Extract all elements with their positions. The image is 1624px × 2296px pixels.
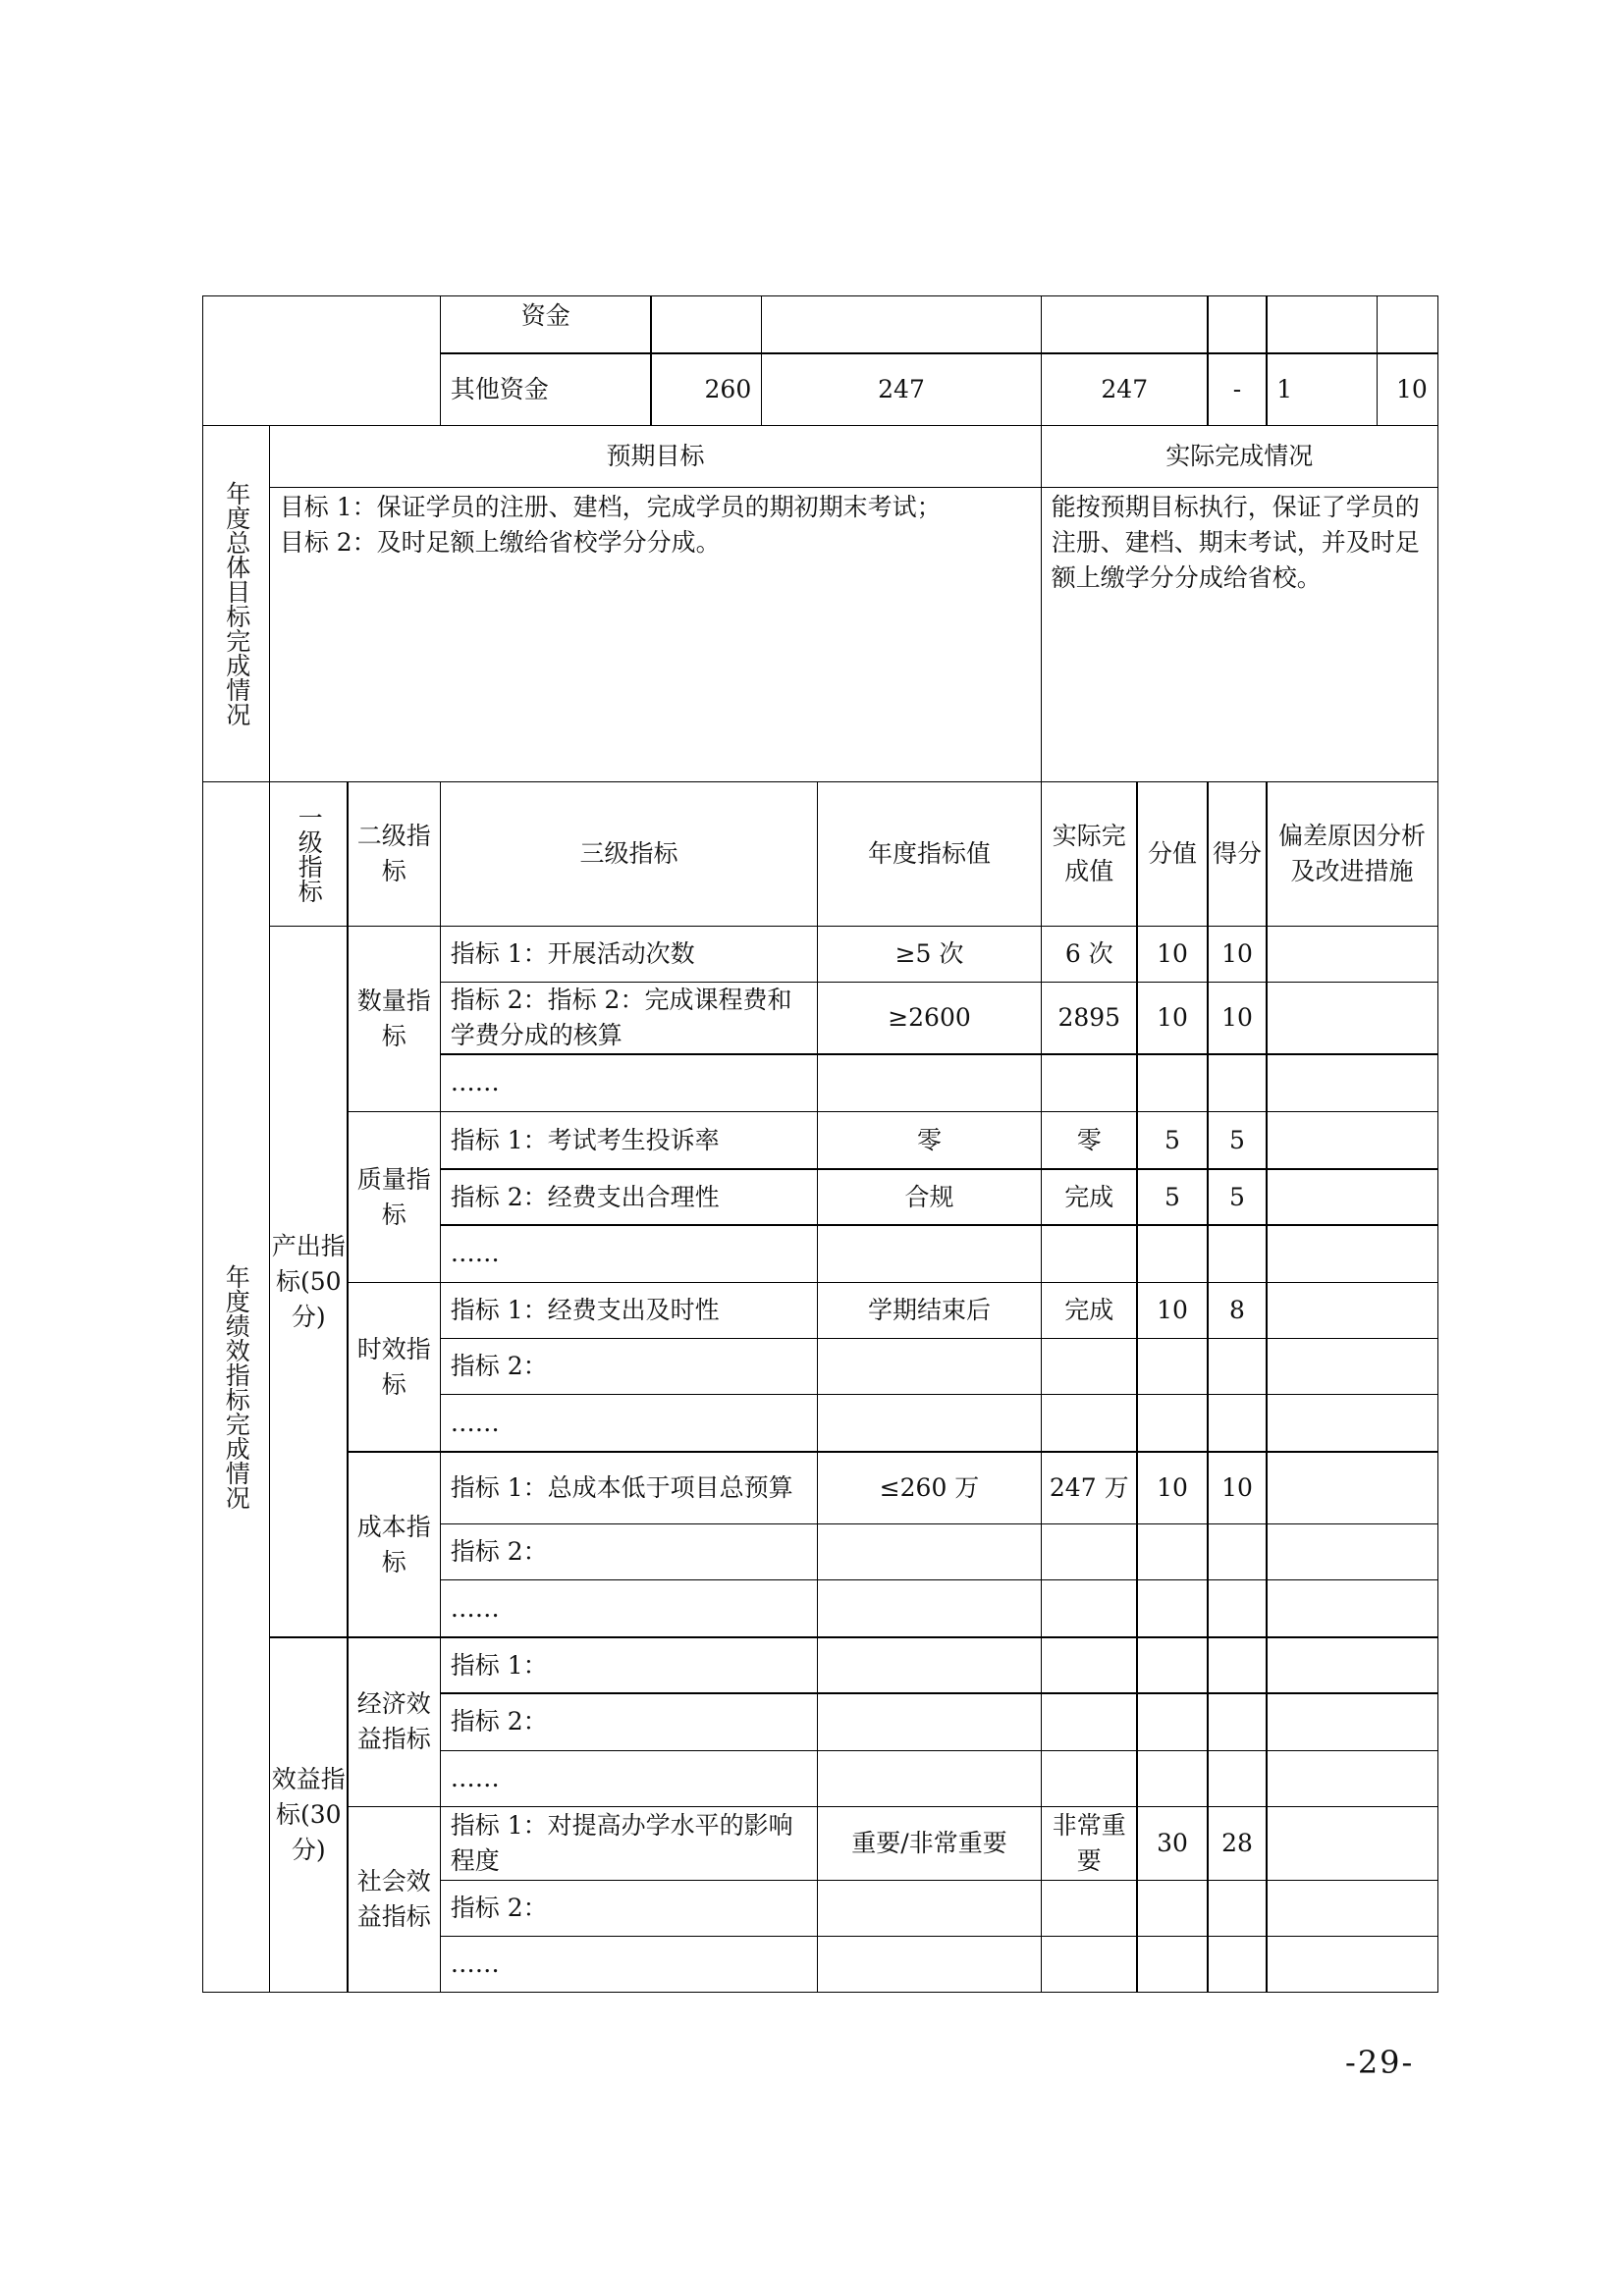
table-cell bbox=[1041, 1936, 1138, 1994]
table-cell: ≤260 万 bbox=[817, 1451, 1043, 1524]
table-cell: 完成 bbox=[1041, 1282, 1138, 1340]
table-cell: ≥2600 bbox=[817, 982, 1043, 1055]
table-cell bbox=[1136, 1394, 1209, 1453]
table-cell bbox=[1207, 1579, 1268, 1638]
table-cell: 5 bbox=[1207, 1111, 1268, 1170]
expected-header: 预期目标 bbox=[269, 425, 1043, 489]
table-cell: 学期结束后 bbox=[817, 1282, 1043, 1340]
table-cell: 10 bbox=[1136, 1282, 1209, 1340]
table-cell bbox=[1136, 1880, 1209, 1938]
table-cell bbox=[1041, 1750, 1138, 1808]
table-cell bbox=[1041, 1338, 1138, 1396]
table-cell bbox=[1207, 1224, 1268, 1283]
table-cell: 5 bbox=[1207, 1168, 1268, 1226]
other-fund-label: 其他资金 bbox=[440, 352, 652, 426]
table-cell bbox=[817, 1338, 1043, 1396]
blank-cell bbox=[761, 295, 1043, 354]
level2-label: 社会效益指标 bbox=[347, 1806, 441, 1994]
blank-cell bbox=[650, 295, 762, 354]
table-cell bbox=[1136, 1692, 1209, 1751]
other-fund-value: 10 bbox=[1377, 352, 1438, 426]
table-cell: …… bbox=[440, 1053, 819, 1112]
table-cell bbox=[1266, 1451, 1438, 1524]
table-cell bbox=[1266, 1692, 1438, 1751]
table-cell bbox=[817, 1579, 1043, 1638]
table-cell bbox=[1266, 1806, 1438, 1882]
table-cell: 零 bbox=[817, 1111, 1043, 1170]
table-cell bbox=[1136, 1338, 1209, 1396]
table-cell: 10 bbox=[1136, 982, 1209, 1055]
table-cell bbox=[1136, 1936, 1209, 1994]
table-cell: 合规 bbox=[817, 1168, 1043, 1226]
actual-text: 能按预期目标执行，保证了学员的注册、建档、期末考试，并及时足额上缴学分分成给省校。 bbox=[1041, 487, 1438, 783]
table-cell bbox=[1266, 1394, 1438, 1453]
column-header: 一级指标 bbox=[269, 781, 349, 928]
table-cell: 指标 2：经费支出合理性 bbox=[440, 1168, 819, 1226]
table-cell bbox=[1266, 1111, 1438, 1170]
table-cell: 10 bbox=[1207, 982, 1268, 1055]
other-fund-value: 1 bbox=[1266, 352, 1378, 426]
blank-cell bbox=[1266, 295, 1378, 354]
table-cell bbox=[1207, 1880, 1268, 1938]
table-cell bbox=[1136, 1750, 1209, 1808]
table-cell bbox=[1041, 1880, 1138, 1938]
table-cell bbox=[1136, 1523, 1209, 1581]
blank-cell bbox=[1207, 295, 1268, 354]
table-cell bbox=[1041, 1579, 1138, 1638]
table-cell bbox=[817, 1636, 1043, 1694]
table-cell: 指标 1：总成本低于项目总预算 bbox=[440, 1451, 819, 1524]
level2-label: 经济效益指标 bbox=[347, 1636, 441, 1807]
table-cell bbox=[1207, 1692, 1268, 1751]
table-cell bbox=[1266, 1750, 1438, 1808]
table-cell: ≥5 次 bbox=[817, 926, 1043, 984]
table-cell: …… bbox=[440, 1579, 819, 1638]
table-cell: …… bbox=[440, 1936, 819, 1994]
expected-text: 目标 1：保证学员的注册、建档，完成学员的期初期末考试； 目标 2：及时足额上缴给省校学分分成。 bbox=[269, 487, 1043, 783]
table-cell bbox=[1207, 1936, 1268, 1994]
table-cell bbox=[817, 1692, 1043, 1751]
level2-label: 数量指标 bbox=[347, 926, 441, 1113]
table-cell: …… bbox=[440, 1224, 819, 1283]
overall-side-label: 年度总体目标完成情况 bbox=[202, 425, 270, 783]
table-cell bbox=[1207, 1338, 1268, 1396]
column-header: 二级指标 bbox=[347, 781, 441, 928]
table-cell bbox=[1266, 982, 1438, 1055]
blank-cell bbox=[202, 295, 441, 427]
table-cell: 指标 2：指标 2：完成课程费和学费分成的核算 bbox=[440, 982, 819, 1055]
table-cell: 指标 2： bbox=[440, 1692, 819, 1751]
level1-output: 产出指标(50分) bbox=[269, 926, 349, 1638]
table-cell: 10 bbox=[1136, 1451, 1209, 1524]
table-cell: 零 bbox=[1041, 1111, 1138, 1170]
table-cell bbox=[817, 1523, 1043, 1581]
table-cell: 10 bbox=[1207, 926, 1268, 984]
column-header: 实际完成值 bbox=[1041, 781, 1138, 928]
table-cell: 30 bbox=[1136, 1806, 1209, 1882]
table-cell bbox=[1207, 1394, 1268, 1453]
table-cell: 指标 2： bbox=[440, 1523, 819, 1581]
table-cell: …… bbox=[440, 1750, 819, 1808]
table-cell: 28 bbox=[1207, 1806, 1268, 1882]
table-cell: 5 bbox=[1136, 1111, 1209, 1170]
table-cell bbox=[1041, 1523, 1138, 1581]
blank-cell bbox=[1377, 295, 1438, 354]
table-cell bbox=[1266, 1523, 1438, 1581]
table-cell: 指标 2： bbox=[440, 1880, 819, 1938]
table-cell bbox=[1136, 1636, 1209, 1694]
table-cell bbox=[1207, 1053, 1268, 1112]
table-cell bbox=[817, 1224, 1043, 1283]
level2-label: 质量指标 bbox=[347, 1111, 441, 1284]
table-cell bbox=[817, 1750, 1043, 1808]
table-cell bbox=[817, 1880, 1043, 1938]
table-cell bbox=[1266, 1579, 1438, 1638]
other-fund-value: 260 bbox=[650, 352, 762, 426]
table-cell: 重要/非常重要 bbox=[817, 1806, 1043, 1882]
table-cell bbox=[1266, 1168, 1438, 1226]
table-cell bbox=[1041, 1224, 1138, 1283]
page-number: -29- bbox=[1345, 2044, 1415, 2081]
column-header: 年度指标值 bbox=[817, 781, 1043, 928]
table-cell: 10 bbox=[1207, 1451, 1268, 1524]
table-cell bbox=[1207, 1636, 1268, 1694]
fund-label: 资金 bbox=[440, 295, 652, 354]
table-cell: 指标 1：开展活动次数 bbox=[440, 926, 819, 984]
table-cell: 8 bbox=[1207, 1282, 1268, 1340]
table-cell bbox=[1266, 1282, 1438, 1340]
table-cell: 5 bbox=[1136, 1168, 1209, 1226]
table-cell bbox=[1041, 1636, 1138, 1694]
table-cell: 10 bbox=[1136, 926, 1209, 984]
table-cell bbox=[1266, 1880, 1438, 1938]
table-cell bbox=[1266, 1936, 1438, 1994]
table-cell bbox=[817, 1936, 1043, 1994]
table-cell bbox=[1136, 1224, 1209, 1283]
level1-benefit: 效益指标(30分) bbox=[269, 1636, 349, 1993]
table-cell bbox=[1136, 1579, 1209, 1638]
table-cell bbox=[817, 1053, 1043, 1112]
table-cell: 2895 bbox=[1041, 982, 1138, 1055]
column-header: 偏差原因分析及改进措施 bbox=[1266, 781, 1438, 928]
table-cell bbox=[1041, 1394, 1138, 1453]
table-cell: 指标 2： bbox=[440, 1338, 819, 1396]
column-header: 分值 bbox=[1136, 781, 1209, 928]
level2-label: 时效指标 bbox=[347, 1282, 441, 1453]
actual-header: 实际完成情况 bbox=[1041, 425, 1438, 489]
table-cell: 非常重要 bbox=[1041, 1806, 1138, 1882]
table-cell: 指标 1：对提高办学水平的影响程度 bbox=[440, 1806, 819, 1882]
table-cell: 完成 bbox=[1041, 1168, 1138, 1226]
table-cell bbox=[1266, 1636, 1438, 1694]
column-header: 得分 bbox=[1207, 781, 1268, 928]
column-header: 三级指标 bbox=[440, 781, 819, 928]
other-fund-value: 247 bbox=[1041, 352, 1209, 426]
table-cell bbox=[1136, 1053, 1209, 1112]
table-cell bbox=[817, 1394, 1043, 1453]
table-cell bbox=[1266, 1224, 1438, 1283]
blank-cell bbox=[1041, 295, 1209, 354]
table-cell: 247 万 bbox=[1041, 1451, 1138, 1524]
other-fund-value: 247 bbox=[761, 352, 1043, 426]
table-cell bbox=[1041, 1053, 1138, 1112]
performance-side-label: 年度绩效指标完成情况 bbox=[202, 781, 270, 1994]
table-cell bbox=[1041, 1692, 1138, 1751]
other-fund-value: - bbox=[1207, 352, 1268, 426]
table-cell: …… bbox=[440, 1394, 819, 1453]
level2-label: 成本指标 bbox=[347, 1451, 441, 1638]
table-cell: 指标 1：考试考生投诉率 bbox=[440, 1111, 819, 1170]
table-cell bbox=[1266, 926, 1438, 984]
table-cell bbox=[1207, 1750, 1268, 1808]
table-cell: 指标 1：经费支出及时性 bbox=[440, 1282, 819, 1340]
table-cell bbox=[1207, 1523, 1268, 1581]
table-cell: 指标 1： bbox=[440, 1636, 819, 1694]
table-cell bbox=[1266, 1053, 1438, 1112]
table-cell: 6 次 bbox=[1041, 926, 1138, 984]
table-cell bbox=[1266, 1338, 1438, 1396]
